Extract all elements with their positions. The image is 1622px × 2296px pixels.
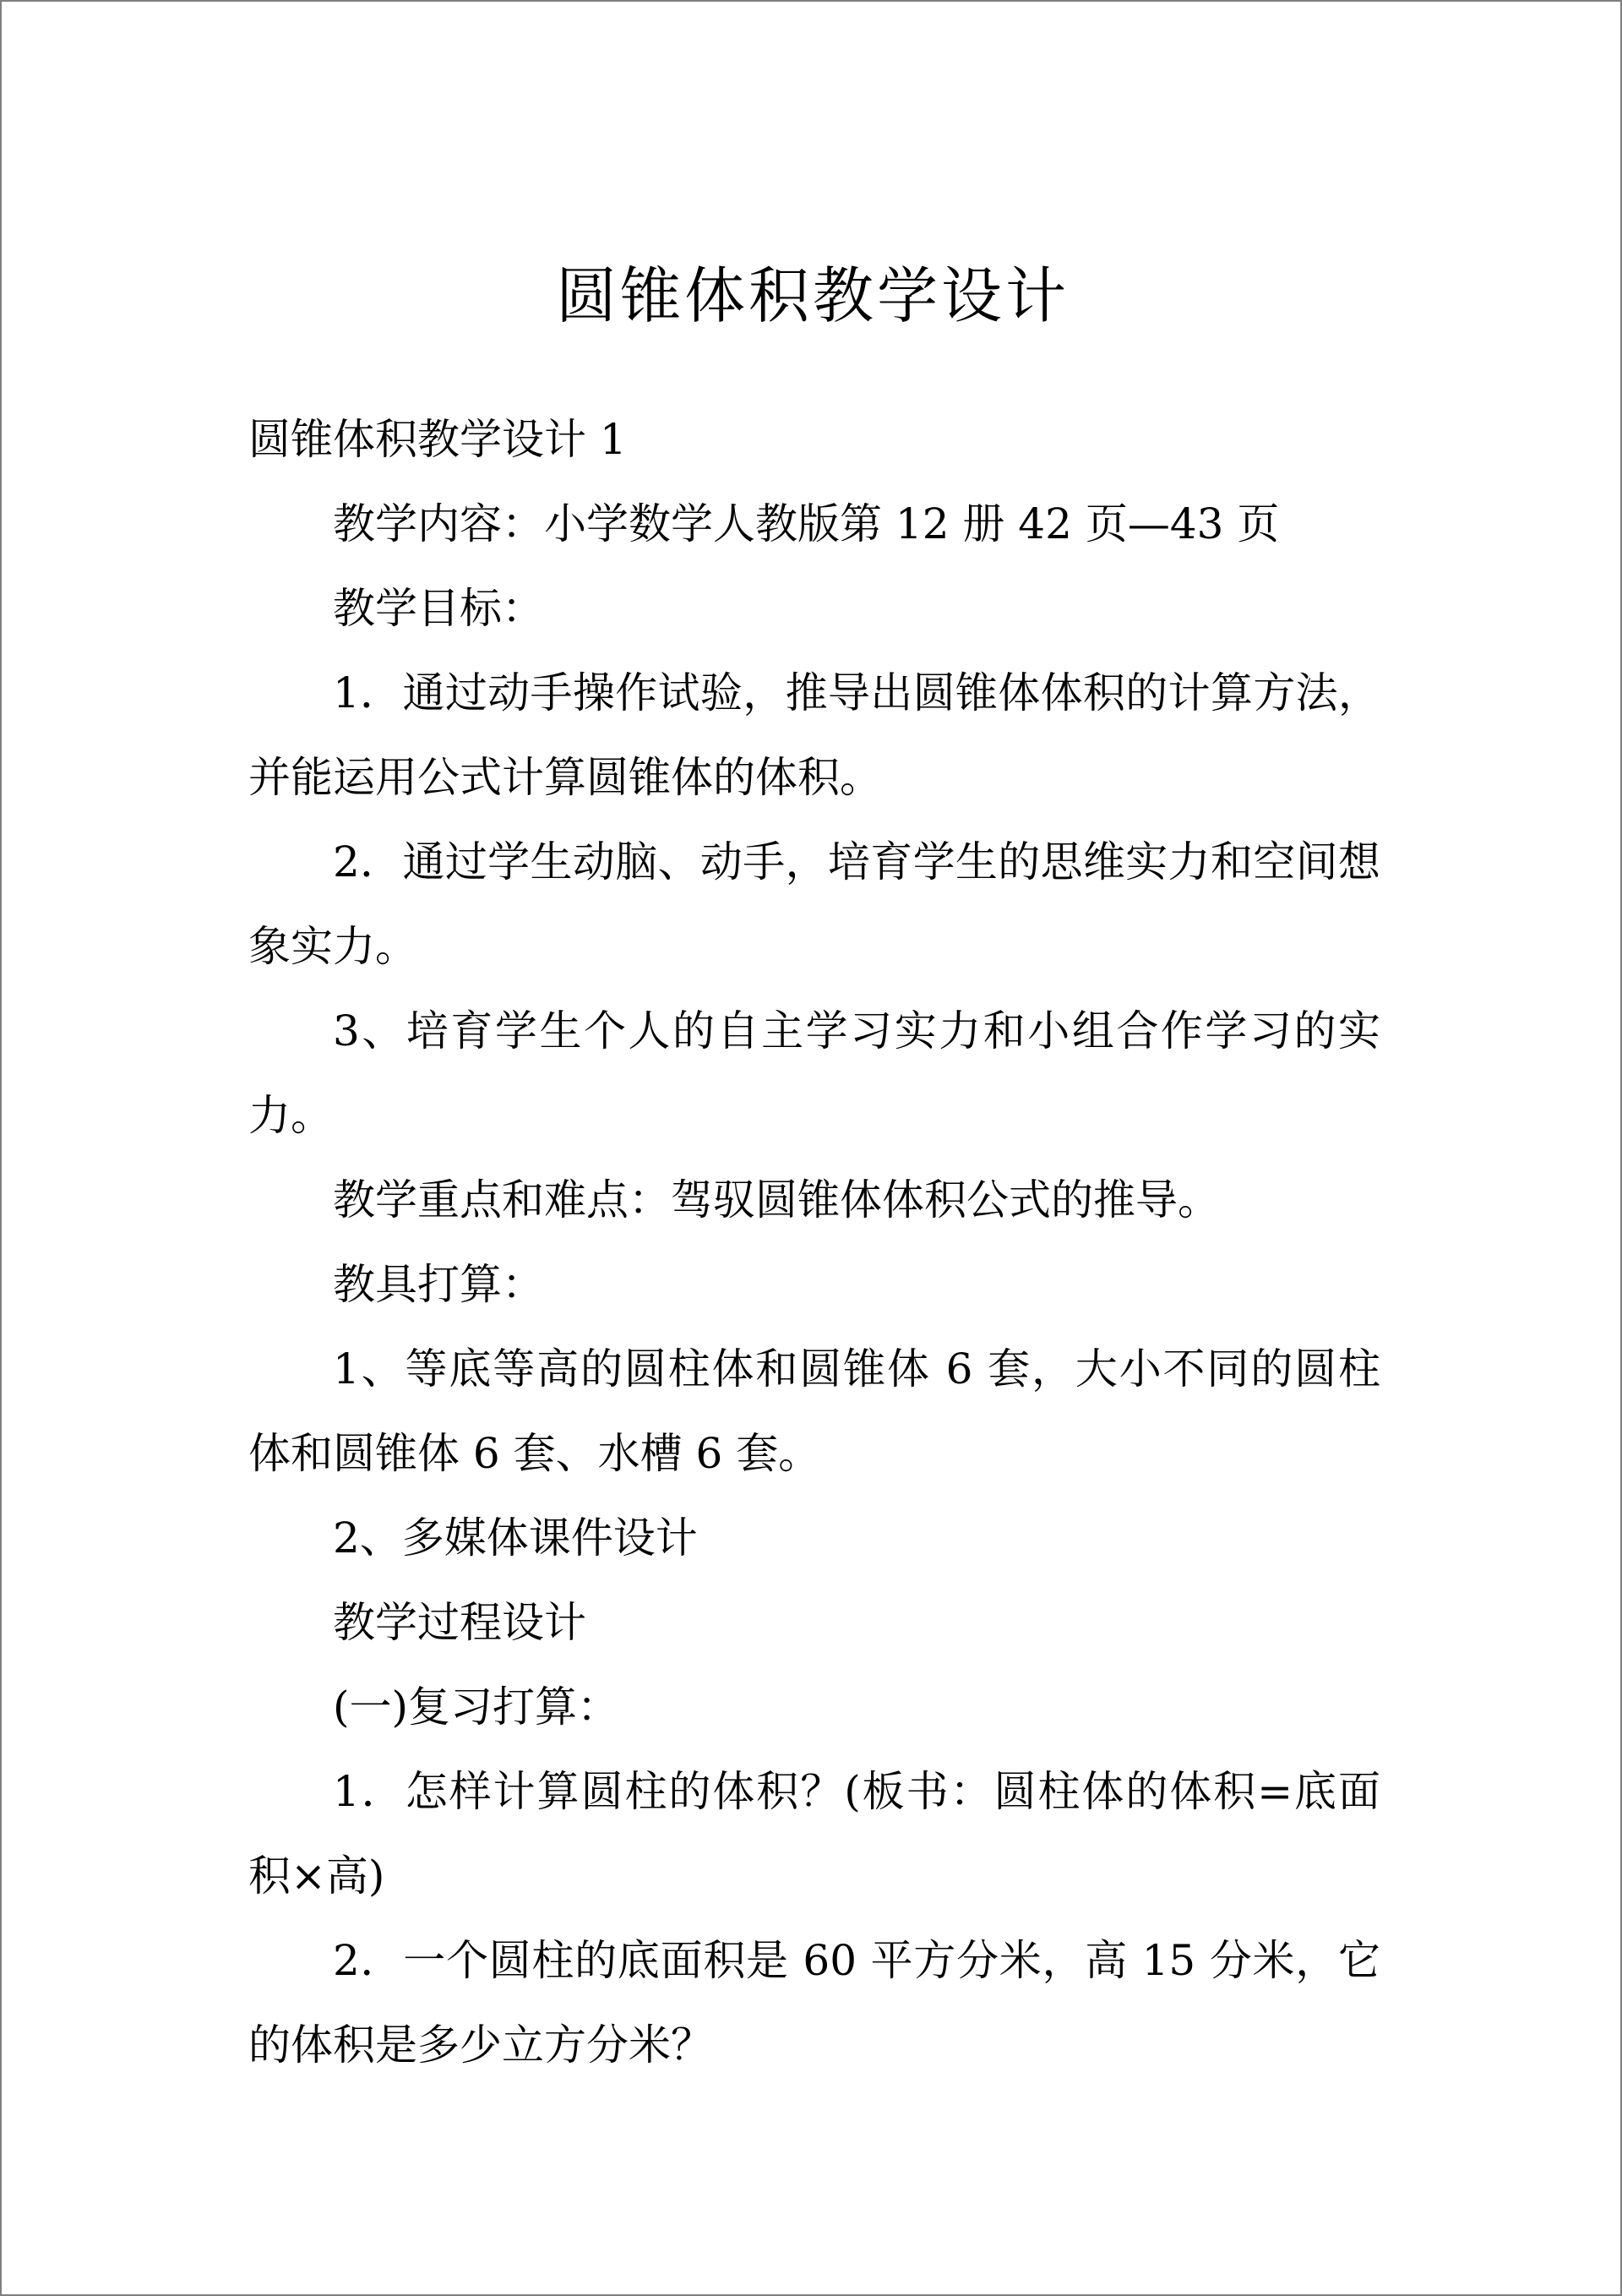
paragraph: 教学重点和难点：驾驭圆锥体体积公式的推导。 [333, 1175, 1220, 1224]
paragraph: 3、培育学生个人的自主学习实力和小组合作学习的实力。 [248, 1006, 1380, 1140]
paragraph: 教学内容：小学数学人教版第 12 册 42 页—43 页 [333, 499, 1280, 548]
paragraph: 2．一个圆柱的底面积是 60 平方分米，高 15 分米，它的体积是多少立方分米？ [248, 1936, 1380, 2070]
paragraph: 教具打算： [333, 1260, 544, 1309]
paragraph: 1．通过动手操作试验，推导出圆锥体体积的计算方法，并能运用公式计算圆锥体的体积。 [248, 668, 1380, 802]
paragraph: 2．通过学生动脑、动手，培育学生的思维实力和空间想象实力。 [248, 837, 1380, 971]
paragraph: 教学过程设计 [333, 1598, 586, 1647]
paragraph: 2、多媒体课件设计 [333, 1513, 698, 1562]
paragraph: (一)复习打算： [333, 1682, 620, 1732]
document-title: 圆锥体积教学设计 [555, 260, 1070, 331]
paragraph: 教学目标： [333, 584, 544, 633]
section-heading: 圆锥体积教学设计 1 [248, 415, 627, 464]
paragraph: 1、等底等高的圆柱体和圆锥体 6 套，大小不同的圆柱体和圆锥体 6 套、水槽 6 套。 [248, 1344, 1380, 1478]
paragraph: 1．怎样计算圆柱的体积？(板书：圆柱体的体积=底面积×高) [248, 1767, 1380, 1901]
document-body [248, 397, 1380, 2087]
